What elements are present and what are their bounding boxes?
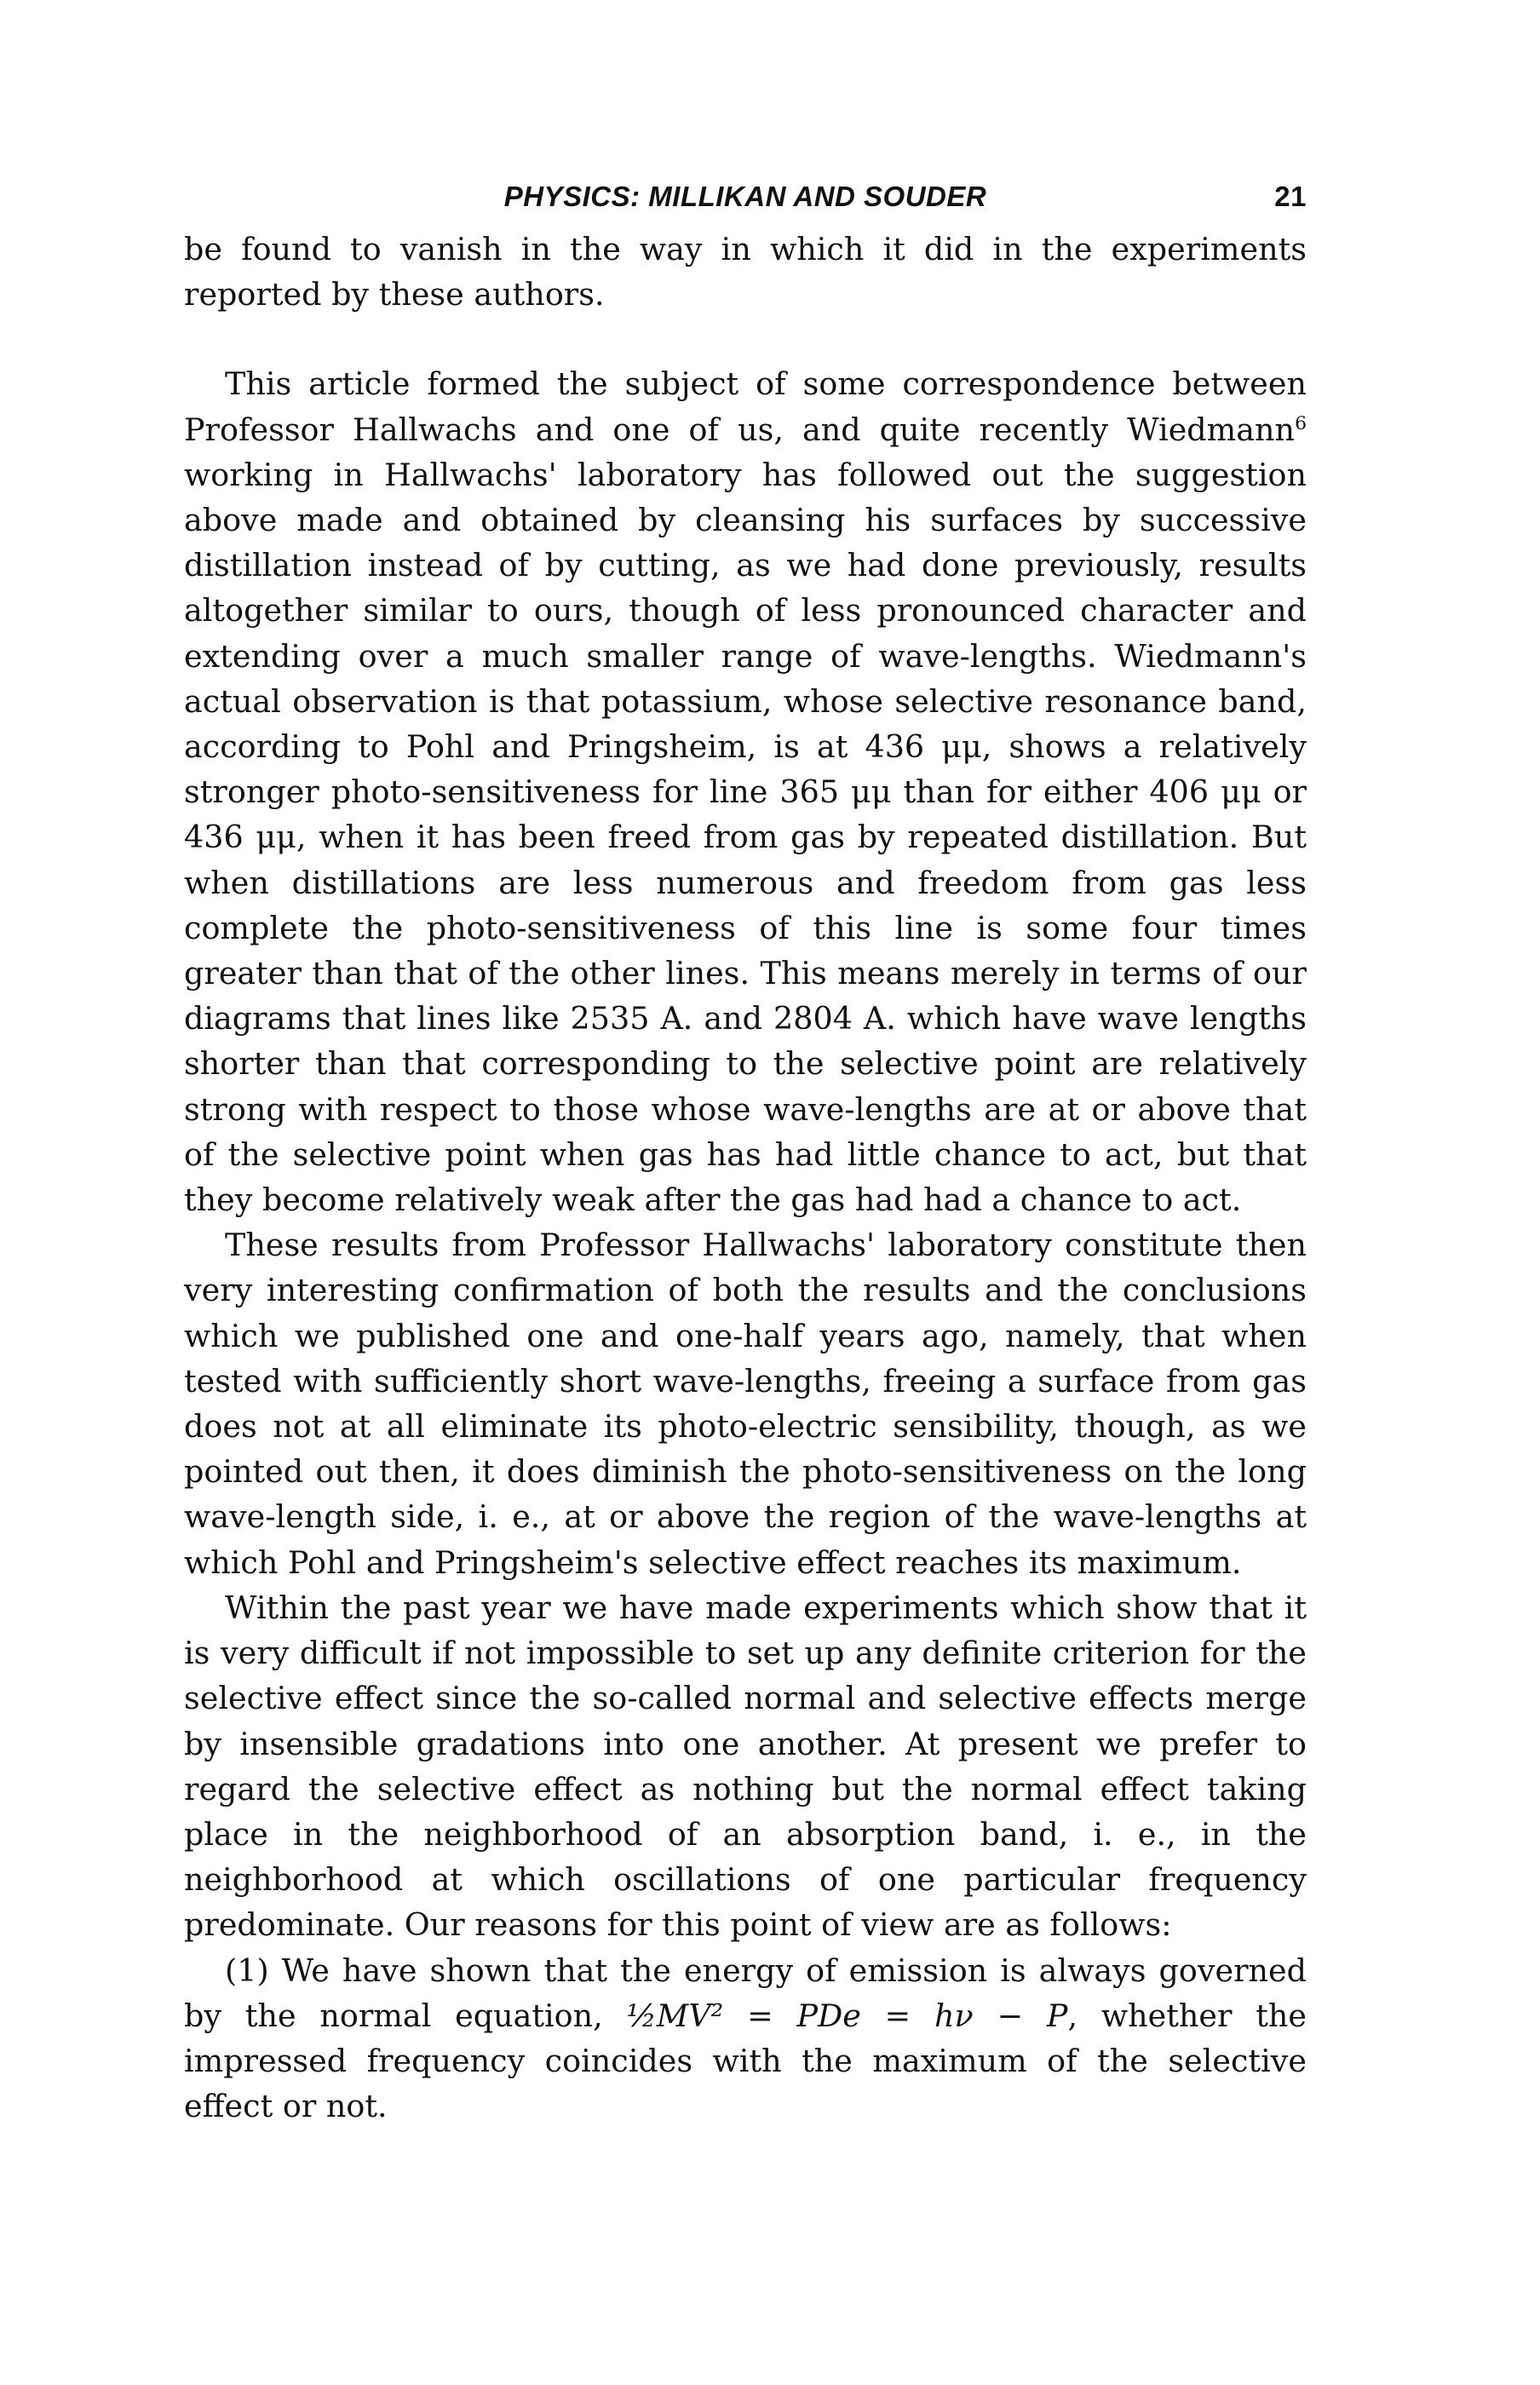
paper-page: [184, 181, 1307, 2129]
paragraph-wiedmann-text-start: This article formed the subject of some correspondence between Professor Hallwachs and one of us, and quite recently Wiedmann: [184, 365, 1307, 448]
footnote-marker: 6: [1295, 412, 1307, 434]
page-header: [184, 181, 1307, 227]
paragraph-continuation: be found to vanish in the way in which it did in the experiments reported by these authors.: [184, 231, 1307, 313]
paragraph-reason-one-text-end: , whether the impressed frequency coincides with the maximum of the selective effect or not.: [184, 1997, 1307, 2125]
paragraph-selective-effect: Within the past year we have made experiments which show that it is very difficult if not impossible to set up any definite criterion for the selective effect since the so-called normal and selective effects merge by insensible gradations into one another. At present we prefer to regard the selective effect as nothing but the normal effect taking place in the neighborhood of an absorption band, i. e., in the neighborhood at which oscillations of one particular frequency predominate. Our reasons for this point of view are as follows:: [184, 1589, 1307, 1944]
running-head: PHYSICS: MILLIKAN AND SOUDER: [503, 181, 987, 212]
normal-equation: ½MV² = PDe = hν − P: [626, 1997, 1068, 2034]
paragraph-confirmation: These results from Professor Hallwachs' laboratory constitute then very interesting confirmation of both the results and the conclusions which we published one and one-half years ago, namely, that when tested with sufficiently short wave-lengths, freeing a surface from gas does not at all eliminate its photo-electric sensibility, though, as we pointed out then, it does diminish the photo-sensitiveness on the long wave-length side, i. e., at or above the region of the wave-lengths at which Pohl and Pringsheim's selective effect reaches its maximum.: [184, 1227, 1307, 1581]
paragraph-reason-one-text-start: (1) We have shown that the energy of emission is always governed by the normal equation,: [184, 1951, 1307, 2034]
paragraph-reason-one: [184, 1948, 1307, 2129]
paragraph-wiedmann-text-end: working in Hallwachs' laboratory has followed out the suggestion above made and obtained by cleansing his surfaces by successive distillation instead of by cutting, as we had done previously, results altogether similar to ours, though of less pronounced character and extending over a much smaller range of wave-lengths. Wiedmann's actual observation is that potassium, whose selective resonance band, according to Pohl and Pringsheim, is at 436 μμ, shows a relatively stronger photo-sensitiveness for line 365 μμ than for either 406 μμ or 436 μμ, when it has been freed from gas by repeated distillation. But when distillations are less numerous and freedom from gas less complete the photo-sensitiveness of this line is some four times greater than that of the other lines. This means merely in terms of our diagrams that lines like 2535 A. and 2804 A. which have wave lengths shorter than that corresponding to the selective point are relatively strong with respect to those whose wave-lengths are at or above that of the selective point when gas has had little chance to act, but that they become relatively weak after the gas had had a chance to act.: [184, 456, 1307, 1219]
paragraph-wiedmann: [184, 361, 1307, 1222]
page-number: 21: [1274, 181, 1307, 212]
